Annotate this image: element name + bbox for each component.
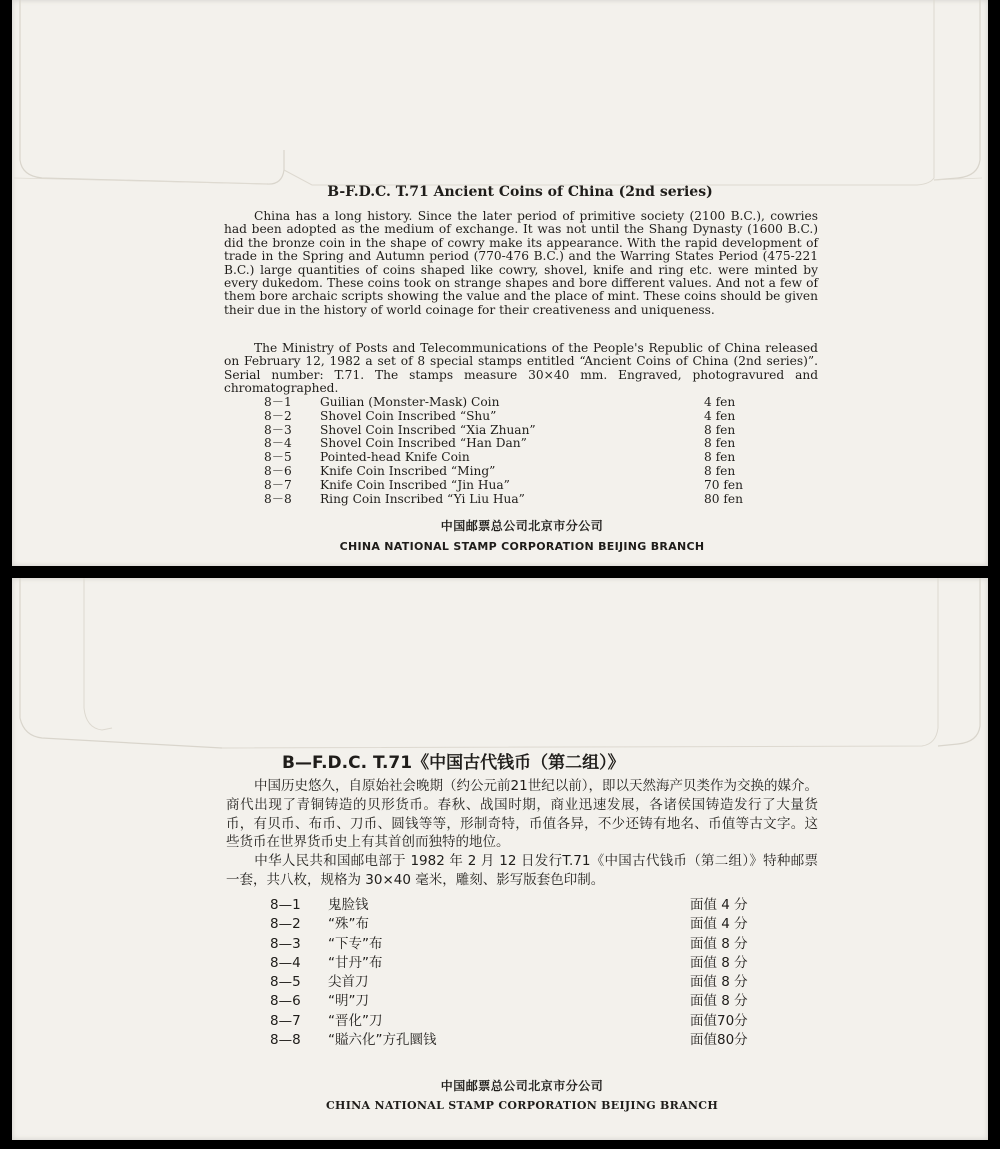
stamp-number: 8－2 [264,408,292,423]
stamp-name: “甘丹”布 [328,954,383,971]
stamp-row [264,479,764,493]
stamp-row [264,424,764,438]
publisher-chinese: 中国邮票总公司北京市分公司 [440,519,604,533]
stamp-name: “殊”布 [328,916,369,933]
stamp-value: 70 fen [704,477,743,492]
stamp-row [264,465,764,479]
stamp-number: 8－4 [264,436,292,451]
stamp-value: 面值 8 分 [690,993,748,1010]
publisher-english: CHINA NATIONAL STAMP CORPORATION BEIJING BRANCH [339,540,705,553]
stamp-value: 80 fen [704,491,743,506]
stamp-row [270,935,760,954]
stamp-number: 8—5 [270,974,301,991]
stamp-number: 8－3 [264,422,292,437]
stamp-value: 8 fen [704,450,736,465]
issue-paragraph [224,342,818,396]
envelope-back-english [12,0,988,566]
stamp-name: Shovel Coin Inscribed “Shu” [320,408,497,423]
stamp-row [270,915,760,934]
stamp-number: 8—3 [270,935,301,952]
stamp-row [264,396,764,410]
stamp-row [264,437,764,451]
stamp-row [264,493,764,507]
stamp-name: 尖首刀 [328,974,369,991]
stamp-number: 8－5 [264,450,292,465]
stamp-row [270,973,760,992]
history-paragraph [224,210,818,317]
stamp-value: 面值70分 [690,1012,748,1029]
stamp-name: “賹六化”方孔圜钱 [328,1032,437,1049]
stamp-value: 8 fen [704,463,736,478]
stamp-value: 4 fen [704,408,736,423]
stamp-number: 8—6 [270,993,301,1010]
stamp-value: 面值 4 分 [690,897,748,913]
stamp-row [270,1012,760,1031]
stamp-name: Pointed-head Knife Coin [320,450,470,465]
stamp-name: 鬼脸钱 [328,897,369,913]
stamp-row [270,954,760,973]
stamp-row [264,410,764,424]
stamp-name: Knife Coin Inscribed “Jin Hua” [320,477,510,492]
stamp-name: Shovel Coin Inscribed “Han Dan” [320,436,527,451]
stamp-value: 面值 4 分 [690,916,748,933]
stamp-name: Shovel Coin Inscribed “Xia Zhuan” [320,422,536,437]
stamp-name: “明”刀 [328,993,369,1010]
stamp-list [264,396,764,506]
stamp-number: 8—2 [270,916,301,933]
stamp-value: 面值 8 分 [690,954,748,971]
stamp-number: 8—8 [270,1032,301,1049]
stamp-name: Ring Coin Inscribed “Yi Liu Hua” [320,491,525,506]
stamp-value: 8 fen [704,436,736,451]
stamp-name: “晋化”刀 [328,1012,383,1029]
stamp-number: 8－6 [264,463,292,478]
stamp-number: 8－7 [264,477,292,492]
page-title: B-F.D.C. T.71 Ancient Coins of China (2nd series) [327,184,713,200]
stamp-name: Knife Coin Inscribed “Ming” [320,463,496,478]
publisher-english: CHINA NATIONAL STAMP CORPORATION BEIJING BRANCH [325,1099,719,1112]
stamp-name: “下专”布 [328,935,383,952]
stamp-row [270,1031,760,1050]
stamp-number: 8—1 [270,897,301,913]
stamp-value: 4 fen [704,395,736,409]
issue-text: 中华人民共和国邮电部于 1982 年 2 月 12 日发行T.71《中国古代钱币（第二组）》特种邮票一套，共八枚，规格为 30×40 毫米，雕刻、影写版套色印制。 [226,853,818,888]
issue-paragraph [226,852,818,890]
stamp-value: 8 fen [704,422,736,437]
stamp-value: 面值 8 分 [690,974,748,991]
stamp-row [270,896,760,915]
stamp-number: 8—4 [270,954,301,971]
publisher-chinese: 中国邮票总公司北京市分公司 [440,1079,604,1093]
issue-text: The Ministry of Posts and Telecommunications of the People's Republic of China released on February 12, 1982 a set of 8 special stamps entitled “Ancient Coins of China (2nd series)”. Serial number: T.71. The stamps measure 30×40 mm. Engraved, photogravured and chromatographed. [224,341,818,396]
stamp-number: 8—7 [270,1012,301,1029]
stamp-row [264,451,764,465]
history-text: China has a long history. Since the later period of primitive society (2100 B.C.), cowries had been adopted as the medium of exchange. It was not until the Shang Dynasty (1600 B.C.) did the bronze coin in the shape of cowry make its appearance. With the rapid development of trade in the Spring and Autumn period (770-476 B.C.) and the Warring States Period (475-221 B.C.) large quantities of coins shaped like cowry, shovel, knife and ring etc. were minted by every dukedom. These coins took on strange shapes and bore different values. And not a few of them bore archaic scripts showing the value and the place of mint. These coins should be given their due in the history of world coinage for their creativeness and uniqueness. [224,209,818,317]
history-paragraph [226,777,818,852]
stamp-value: 面值80分 [690,1032,748,1049]
envelope-back-chinese [12,578,988,1140]
stamp-row [270,992,760,1011]
stamp-value: 面值 8 分 [690,935,748,952]
stamp-list [270,896,760,1050]
stamp-number: 8－1 [264,395,292,409]
stamp-name: Guilian (Monster-Mask) Coin [320,395,500,409]
page-title: B—F.D.C. T.71《中国古代钱币（第二组）》 [282,753,625,773]
history-text: 中国历史悠久，自原始社会晚期（约公元前21世纪以前），即以天然海产贝类作为交换的媒介。商代出现了青铜铸造的贝形货币。春秋、战国时期，商业迅速发展，各诸侯国铸造发行了大量货币，有贝币、布币、刀币、圆钱等等，形制奇特，币值各异，不少还铸有地名、币值等古文字。这些货币在世界货币史上有其首创而独特的地位。 [226,778,818,851]
stamp-number: 8－8 [264,491,292,506]
